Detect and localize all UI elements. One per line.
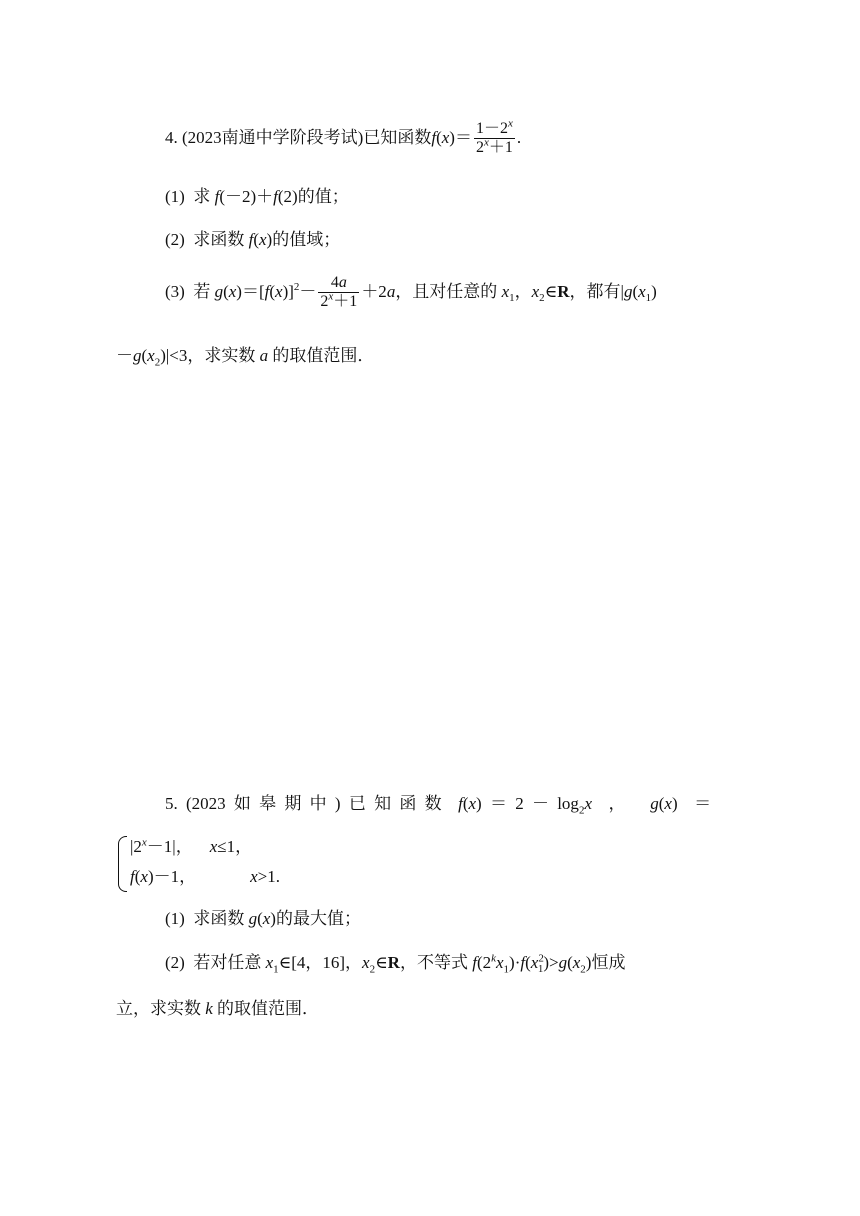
problem-4-statement: 4. (2023南通中学阶段考试)已知函数f(x)＝ $\frac{1-2^x}{2^x+1}$ .: [165, 117, 522, 157]
p5-question-2-line1: (2) 若对任意 $x_1\in[4$，16]，$x_2\in R$，不等式 $f(2^kx_1)\cdot f(x^2_1)>g(x_2)$恒成: [165, 952, 626, 976]
piecewise-case-1: $|2^x-1|$， x≤1，: [130, 836, 253, 856]
problem-5-statement: 5. (2023 如 皋 期 中 ) 已 知 函 数 $f(x) = 2 - \log_2x$ ， g(x) ＝: [165, 794, 712, 817]
p4-question-2: (2) 求函数 f(x)的值域；: [165, 230, 341, 249]
fraction: $\frac{1-2^x}{2^x+1}$: [475, 117, 513, 157]
problem-source: (2023南通中学阶段考试): [182, 127, 364, 147]
piecewise-case-2: f(x)－1， x>1.: [130, 867, 281, 886]
p4-question-3-line2: $-g(x_2)|<3$，求实数 a 的取值范围．: [116, 346, 375, 369]
fraction: $\frac{4a}{2^x+1}$: [320, 274, 358, 311]
p4-question-1: (1) 求 f(－2)＋f(2)的值；: [165, 187, 349, 206]
p4-question-3-line1: (3) 若 $g(x)=[f(x)]^2-$ $\frac{4a}{2^x+1}$ ＋2a，且对任意的 $x_1$，$x_2\in R$，都有$|g(x_1)$: [165, 274, 657, 311]
p5-question-2-line2: 立，求实数 k 的取值范围．: [116, 999, 320, 1018]
problem-source: (2023 如 皋 期 中 ): [186, 794, 341, 813]
problem-number: 4.: [165, 127, 178, 147]
p5-question-1: (1) 求函数 g(x)的最大值；: [165, 909, 361, 928]
piecewise-brace: [118, 836, 127, 892]
problem-number: 5.: [165, 794, 178, 813]
